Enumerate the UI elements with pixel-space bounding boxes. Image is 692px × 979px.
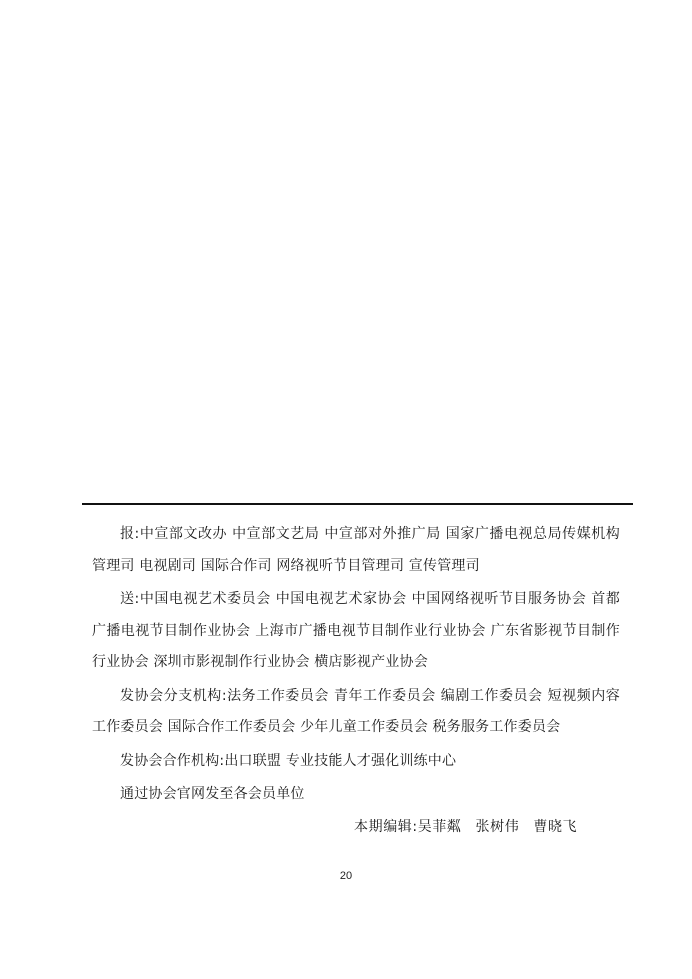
partners-paragraph: 发协会合作机构:出口联盟 专业技能人才强化训练中心	[120, 752, 457, 769]
report-to-paragraph: 报:中宣部文改办 中宣部文艺局 中宣部对外推广局 国家广播电视总局传媒机构管理司 电视剧司 国际合作司 网络视听节目管理司 宣传管理司	[92, 526, 620, 574]
editors-label: 本期编辑:吴菲粼	[354, 819, 462, 835]
send-to-paragraph: 送:中国电视艺术委员会 中国电视艺术家协会 中国网络视听节目服务协会 首都广播电视节目制作业协会 上海市广播电视节目制作业行业协会 广东省影视节目制作行业协会 深圳市影视制作行业协会 横店影视产业协会	[92, 591, 620, 670]
members-paragraph: 通过协会官网发至各会员单位	[120, 786, 305, 802]
distribution-list	[92, 519, 620, 813]
branches-paragraph: 发协会分支机构:法务工作委员会 青年工作委员会 编剧工作委员会 短视频内容工作委员会 国际合作工作委员会 少年儿童工作委员会 税务服务工作委员会	[92, 687, 620, 735]
editor-name: 曹晓飞	[533, 819, 578, 835]
editor-name: 张树伟	[475, 819, 520, 835]
editors-line	[354, 815, 577, 839]
section-divider-rule	[82, 503, 633, 505]
page-number: 20	[339, 870, 353, 882]
